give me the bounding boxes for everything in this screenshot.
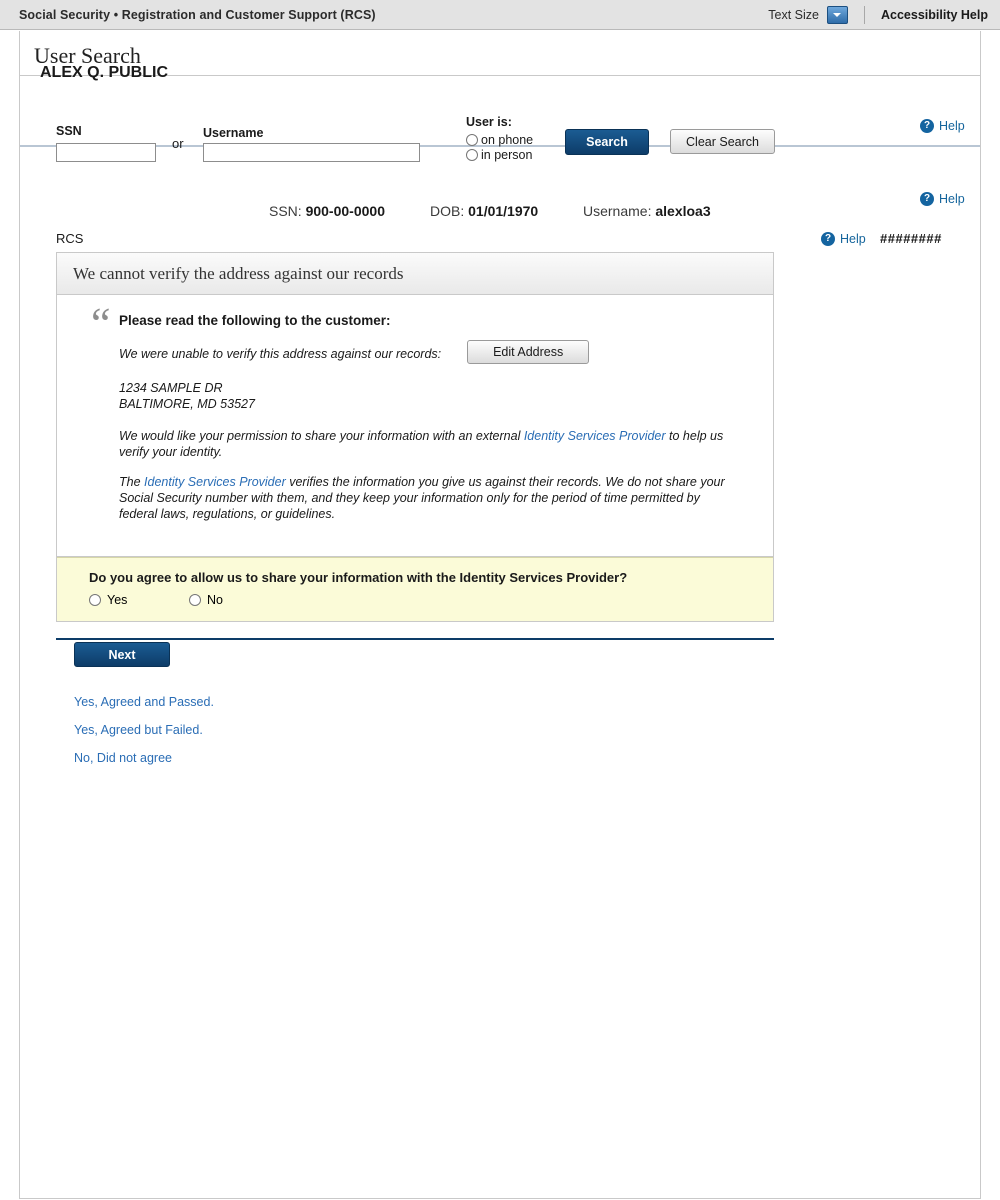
help-link-customer-label: Help — [939, 192, 965, 206]
message-body — [57, 295, 773, 557]
ssn-label: SSN — [56, 124, 82, 138]
top-banner — [0, 0, 1000, 30]
address-line-2: BALTIMORE, MD 53527 — [119, 397, 255, 411]
radio-agree-no-input[interactable] — [189, 594, 201, 606]
outcome-link-agreed-failed[interactable]: Yes, Agreed but Failed. — [74, 723, 203, 737]
customer-ssn — [269, 203, 385, 219]
message-header — [57, 253, 773, 295]
help-link-rcs-label: Help — [840, 232, 866, 246]
help-link-customer[interactable] — [920, 192, 965, 206]
explanation-text-2: verifies the information you give us against their records. We do not share your Social Security number with them, and they keep your information only for the period of time permitted by federal laws, regulations, or guidelines. — [119, 475, 725, 521]
customer-dob — [430, 203, 538, 219]
help-link-search[interactable] — [920, 119, 965, 133]
message-header-text: We cannot verify the address against our records — [73, 263, 404, 283]
radio-agree-no[interactable] — [189, 593, 223, 607]
read-to-customer-heading: Please read the following to the customer: — [119, 313, 391, 328]
question-mark-icon: ? — [920, 119, 934, 133]
topbar-controls — [768, 6, 988, 24]
customer-username — [583, 203, 711, 219]
customer-username-value: alexloa3 — [655, 203, 711, 219]
agreement-question: Do you agree to allow us to share your information with the Identity Services Provider? — [89, 570, 628, 585]
accessibility-help-link[interactable]: Accessibility Help — [881, 8, 988, 22]
radio-on-phone-label: on phone — [481, 133, 534, 147]
radio-on-phone-input[interactable] — [466, 134, 478, 146]
permission-text-1: We would like your permission to share your information with an external — [119, 429, 524, 443]
agreement-options — [89, 593, 757, 607]
unable-text: We were unable to verify this address against our records: — [119, 347, 442, 361]
help-link-rcs[interactable] — [821, 232, 866, 246]
text-size-label: Text Size — [768, 8, 819, 22]
customer-ssn-label: SSN: — [269, 203, 302, 219]
customer-username-label: Username: — [583, 203, 652, 219]
rcs-label: RCS — [56, 231, 84, 246]
identity-services-provider-link[interactable]: Identity Services Provider — [523, 429, 666, 443]
outcome-links — [74, 695, 214, 779]
agreement-section — [57, 557, 773, 621]
customer-name: ALEX Q. PUBLIC — [40, 64, 169, 81]
permission-paragraph — [119, 428, 739, 460]
agency-title: Social Security • Registration and Customer Support (RCS) — [19, 8, 376, 22]
radio-agree-yes-input[interactable] — [89, 594, 101, 606]
search-button[interactable]: Search — [565, 129, 649, 155]
customer-ssn-value: 900-00-0000 — [305, 203, 385, 219]
verification-message-box — [56, 252, 774, 622]
user-is-label: User is: — [466, 115, 512, 129]
quote-icon: “ — [91, 299, 111, 348]
radio-on-phone[interactable] — [466, 133, 533, 147]
clear-search-button[interactable]: Clear Search — [670, 129, 775, 154]
content-frame — [19, 31, 981, 1199]
permission-text-2: to help us verify your identity. — [119, 429, 724, 459]
question-mark-icon: ? — [920, 192, 934, 206]
edit-address-button[interactable]: Edit Address — [467, 340, 589, 364]
next-divider — [56, 638, 774, 640]
masked-value: ######## — [880, 231, 942, 246]
outcome-link-did-not-agree[interactable]: No, Did not agree — [74, 751, 172, 765]
radio-agree-yes[interactable] — [89, 593, 189, 607]
address-block — [119, 380, 753, 412]
outcome-link-agreed-passed[interactable]: Yes, Agreed and Passed. — [74, 695, 214, 709]
unable-row — [119, 346, 753, 364]
chevron-down-icon[interactable] — [827, 6, 848, 24]
radio-agree-no-label: No — [207, 593, 223, 607]
customer-dob-value: 01/01/1970 — [468, 203, 539, 219]
divider — [864, 6, 865, 24]
explanation-text-1: The — [119, 475, 145, 489]
identity-services-provider-link-2[interactable]: Identity Services Provider — [144, 475, 286, 489]
help-link-search-label: Help — [939, 119, 965, 133]
username-label: Username — [203, 126, 264, 140]
question-mark-icon: ? — [821, 232, 835, 246]
next-button[interactable]: Next — [74, 642, 170, 667]
address-line-1: 1234 SAMPLE DR — [119, 381, 223, 395]
radio-agree-yes-label: Yes — [107, 593, 128, 607]
or-label: or — [172, 136, 184, 151]
page-title: User Search — [34, 43, 141, 68]
customer-dob-label: DOB: — [430, 203, 465, 219]
explanation-paragraph — [119, 474, 739, 522]
radio-in-person-label: in person — [481, 148, 533, 162]
